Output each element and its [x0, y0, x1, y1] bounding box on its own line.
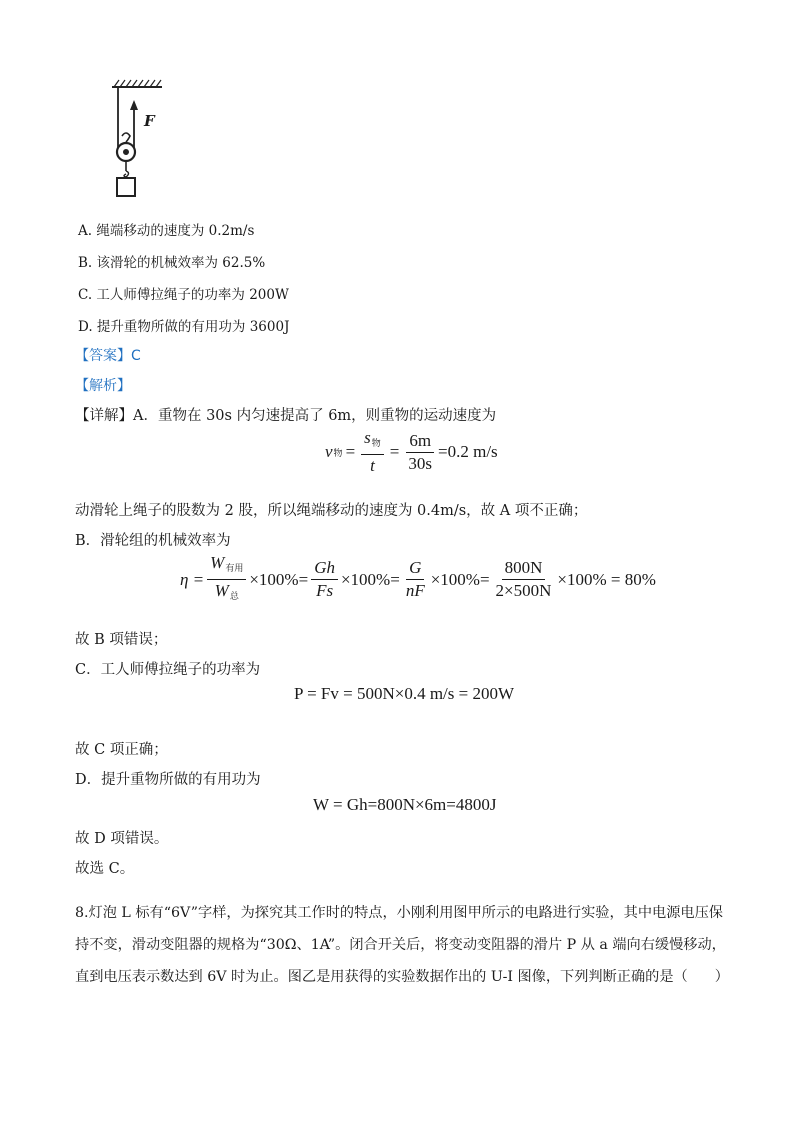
question-8-line-1: 8.灯泡 L 标有“6V”字样，为探究其工作时的特点，小刚利用图甲所示的电路进行实验，其中电源电压保	[75, 905, 723, 921]
detail-b-line: B．滑轮组的机械效率为	[75, 533, 231, 549]
equation-speed: v 物 = $\frac{s_物}{t}$ = $\frac{6m}{30s}$ =0.2 m/s	[325, 428, 498, 475]
final-choice: 故选 C。	[75, 861, 135, 877]
detail-b-conclusion: 故 B 项错误；	[75, 632, 168, 648]
detail-a-conclusion: 动滑轮上绳子的股数为 2 股，所以绳端移动的速度为 0.4m/s，故 A 项不正确；	[75, 503, 588, 519]
question-8-line-3: 直到电压表示数达到 6V 时为止。图乙是用获得的实验数据作出的 U-I 图像，下列判断正确的是（ ）	[75, 969, 729, 985]
detail-d-line: D．提升重物所做的有用功为	[75, 772, 261, 788]
equation-power: P = Fv = 500N×0.4 m/s = 200W	[294, 684, 515, 703]
force-label: F	[144, 112, 155, 130]
option-c: C. 工人师傅拉绳子的功率为 200W	[78, 287, 289, 303]
analysis-tag: 【解析】	[75, 378, 131, 394]
detail-c-conclusion: 故 C 项正确；	[75, 742, 168, 758]
detail-d-conclusion: 故 D 项错误。	[75, 831, 169, 847]
option-a: A. 绳端移动的速度为 0.2m/s	[78, 223, 255, 239]
detail-c-line: C．工人师傅拉绳子的功率为	[75, 662, 261, 678]
equation-efficiency: η = $\frac{W_{有用}}{W_总}$ ×100%= $\frac{Gh}{Fs}$ ×100%= $\frac{G}{nF}$ ×100%= $\frac{800N}{2\times 500N}$ ×100% = 80%	[180, 553, 656, 601]
question-8-line-2: 持不变，滑动变阻器的规格为“30Ω、1A”。闭合开关后，将变动变阻器的滑片 P 从 a 端向右缓慢移动，	[75, 937, 726, 953]
answer-value: C	[131, 348, 141, 364]
option-b: B. 该滑轮的机械效率为 62.5%	[78, 255, 266, 271]
equation-work: W = Gh=800N×6m=4800J	[313, 795, 497, 814]
pulley-figure	[100, 78, 170, 203]
answer-tag: 【答案】	[75, 348, 131, 364]
detail-a-line: 【详解】A．重物在 30s 内匀速提高了 6m，则重物的运动速度为	[75, 408, 497, 424]
option-d: D. 提升重物所做的有用功为 3600J	[78, 319, 290, 335]
